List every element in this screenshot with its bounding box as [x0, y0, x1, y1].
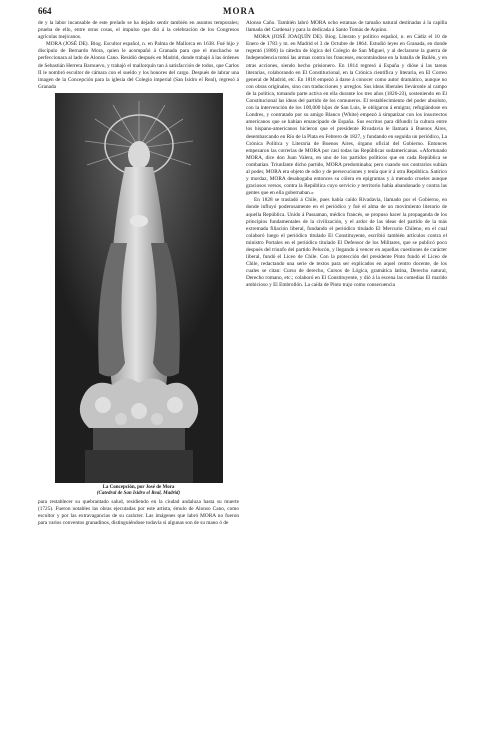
paragraph: para restablecer su quebrantado salud, residiendo en la ciudad andaluza hasta su muerte (1725). Fueron notables las obras ejecutadas por este artista, émulo de Alonso Cano, como escultor y por las extravagancias de su carácter. Las imágenes que labró MORA no fueron para varios conventos granadinos, distinguiéndose todavía si algunas son de su mano ó de: [38, 498, 239, 527]
figure: [38, 93, 239, 498]
paragraph: MORA (JOSÉ JOAQUÍN DE). Biog. Literato y político español, n. en Cádiz el 10 de Enero de 1783 y m. en Madrid el 3 de Octubre de 1864. Estudió leyes en Granada, en donde regentó (1806) la cátedra de lógica del Colegio de San Miguel, y al declararse la guerra de Independencia tomó las armas contra los franceses, encontrándose en la batalla de Bailén, y en otras acciones, siendo hecho prisionero. En 1814 regresó á España y dióse á las tareas literarias, colaborando en El Constitucional, en la Crónica científica y literaria, en El Correo general de Madrid, etc. En 1818 empezó á darse á conocer como autor dramático, aunque no con obras originales, sino con traducciones y arreglos. Sus ideas liberales lleváronle al campo de la política, tomando parte activa en ella durante los tres años (1820-23), sosteniendo en El Constitucional las ideas del partido de los comuneros. El restablecimiento del poder absoluto, con la intervención de los 100,000 hijos de San Luis, le obligaron á emigrar, refugiándose en Londres, y contratado por su amigo Blanco (White) empezó á simpatizar con los insurrectos americanos que se habían emancipado de España. Sus escritos para difundir la cultura entre los hispano-americanos hicieron que el presidente Rivadavia le llamara á Buenos Aires, desembarcando en Río de la Plata en Febrero de 1827, y fundando en seguida un periódico, La Crónica Política y Literaria de Buenos Aires, órgano oficial del Gobierno. Entonces empezaron las correrías de MORA por casi todas las Repúblicas sudamericanas. «Afortunado MORA, dice don Juan Valera, en uno de los partidos políticos que en cada República se combatían. Triunfante dicho partido, MORA predominaba; pero cuando sus contrarios subían al poder, MORA era objeto de odio y de persecuciones y tenía que ir á otra República. Satírico y mordaz, MORA desahogaba entonces su cólera en epigramas y á menudo crueles aunque graciosos versos, contra la República cuyo servicio y territorio había abandonado y contra las gentes que en ella gobernaban.»: [246, 34, 447, 197]
page-title: MORA: [223, 6, 256, 16]
left-column: [38, 20, 239, 527]
right-column: [246, 20, 447, 527]
columns: [38, 20, 447, 527]
paragraph: de y la labor incansable de este prelado se ha dejado sentir también en asuntos temporales; prueba de ello, entre otras cosas, el impulso que dió á la celebración de los Congresos agrícolas mejicanos.: [38, 20, 239, 41]
page-number: 664: [38, 6, 52, 16]
sculpture-image: [55, 93, 223, 483]
caption-line-2: (Catedral de San Isidro el Real, Madrid): [96, 491, 181, 497]
page-header: [38, 6, 447, 18]
caption-line-1: La Concepción, por José de Mora: [102, 484, 175, 490]
paragraph: Alonso Caño. También labró MORA ocho estatuas de tamaño natural destinadas á la capilla llamada del Cardenal y para la dedicada á Santo Tomás de Aquino.: [246, 20, 447, 34]
sculpture-photo: [55, 93, 223, 483]
figure-caption: [38, 485, 239, 498]
paragraph: En 1828 se trasladó á Chile, pues había caído Rivadavia, llamado por el Gobierno, en donde influyó poderosamente en el periódico y fué el alma de un movimiento literario de aquella República. Unido á Passaman, médico francés, se propuso hacer la propaganda de los principios fundamentales de la civilización, y el ardor de las ideas del partido de la más extremada filiación liberal, fundando el periódico titulado El Mercurio Chileno, en el cual colaboró luego el periódico titulado El Constituyente, escribió también artículos contra el ministro Portales en el periódico titulado El Defensor de los Militares, que se publicó poco después del triunfo del partido Pelucón, y llegando á vencer en aquellas cuestiones de carácter liberal, fundó el Liceo de Chile. Con la protección del presidente Pinto fundó el Liceo de Chile, redactando una serie de textos para ser explicados en aquel centro docente, de los cuales se citan: Curso de derecho, Cursos de Lógica, gramática latina, Derecho natural, Derecho romano, etc.; colaboró en El Constituyente, y dió á la escena las comedias El marido ambicioso y El Embrollón. La caída de Pinto trajo como consecuencia: [246, 197, 447, 289]
paragraph: MORA (JOSÉ DE). Biog. Escultor español, n. en Palma de Mallorca en 1638. Fué hijo y discípulo de Bernardo Mora, quien le acompañó á Granada para que el muchacho se perfeccionara al lado de Alonso Cano. Residió después en Madrid, donde trabajó á las órdenes de Sebastián Herrera Barnuevo, y trabajó el mallorquín tan á satisfacción de todos, que Carlos II le nombró escultor de cámara con el sueldo y los honores del cargo. Después de labrar una imagen de la Concepción para la iglesia del Colegio imperial (San Isidro el Real), regresó á Granada: [38, 41, 239, 90]
